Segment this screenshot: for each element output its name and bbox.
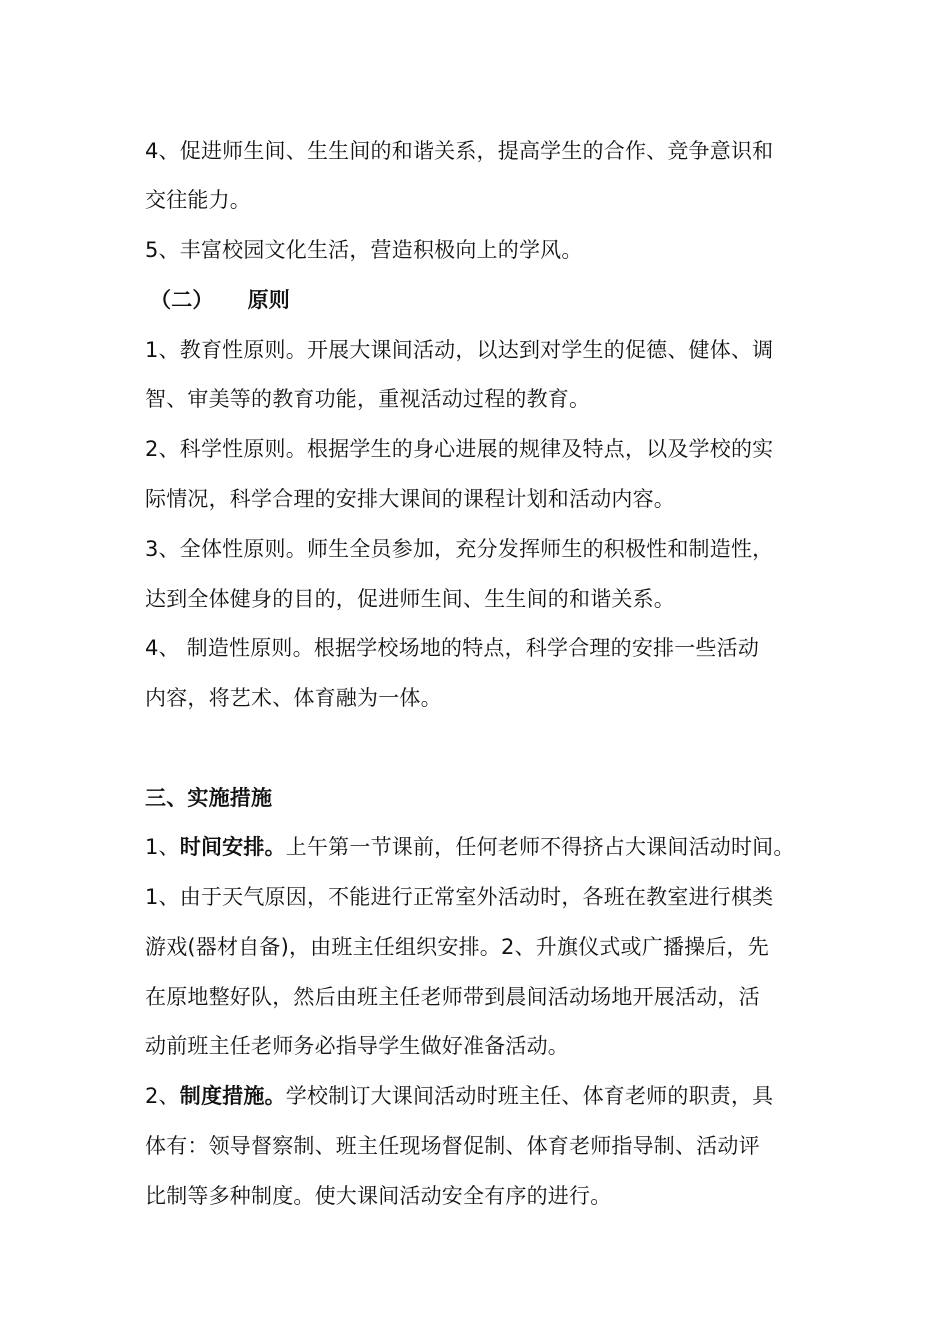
paragraph-line: 在原地整好队，然后由班主任老师带到晨间活动场地开展活动，活 — [145, 985, 760, 1009]
paragraph-line: 智、审美等的教育功能，重视活动过程的教育。 — [145, 387, 591, 411]
paragraph-line: 体有：领导督察制、班主任现场督促制、体育老师指导制、活动评 — [145, 1134, 760, 1158]
paragraph-line: 1、教育性原则。开展大课间活动，以达到对学生的促德、健体、调 — [145, 338, 774, 362]
paragraph-line — [145, 1081, 845, 1111]
section-number: （二） — [150, 288, 214, 312]
section-heading — [150, 285, 850, 315]
item-text: 上午第一节课前，任何老师不得挤占大课间活动时间。 — [285, 835, 795, 859]
paragraph-line: 4、 制造性原则。根据学校场地的特点，科学合理的安排一些活动 — [145, 636, 760, 660]
paragraph-line: 内容，将艺术、体育融为一体。 — [145, 686, 442, 710]
section-heading: 三、实施措施 — [145, 786, 273, 810]
section-title: 原则 — [247, 288, 291, 312]
paragraph-line: 际情况，科学合理的安排大课间的课程计划和活动内容。 — [145, 487, 675, 511]
paragraph-line — [145, 832, 845, 862]
paragraph-line: 5、丰富校园文化生活，营造积极向上的学风。 — [145, 238, 583, 262]
paragraph-line: 动前班主任老师务必指导学生做好准备活动。 — [145, 1034, 569, 1058]
paragraph-line: 4、促进师生间、生生间的和谐关系，提高学生的合作、竞争意识和 — [145, 139, 774, 163]
paragraph-line: 比制等多种制度。使大课间活动安全有序的进行。 — [145, 1184, 612, 1208]
item-number: 1、 — [145, 835, 180, 859]
item-title: 时间安排。 — [179, 835, 286, 859]
paragraph-line: 3、全体性原则。师生全员参加，充分发挥师生的积极性和制造性， — [145, 537, 774, 561]
paragraph-line: 1、由于天气原因，不能进行正常室外活动时，各班在教室进行棋类 — [145, 885, 774, 909]
paragraph-line: 游戏(器材自备)，由班主任组织安排。2、升旗仪式或广播操后，先 — [145, 935, 769, 959]
item-title: 制度措施。 — [179, 1084, 286, 1108]
item-number: 2、 — [145, 1084, 180, 1108]
paragraph-line: 2、科学性原则。根据学生的身心进展的规律及特点，以及学校的实 — [145, 437, 774, 461]
item-text: 学校制订大课间活动时班主任、体育老师的职责，具 — [285, 1084, 774, 1108]
paragraph-line: 交往能力。 — [145, 188, 251, 212]
paragraph-line: 达到全体健身的目的，促进师生间、生生间的和谐关系。 — [145, 587, 675, 611]
